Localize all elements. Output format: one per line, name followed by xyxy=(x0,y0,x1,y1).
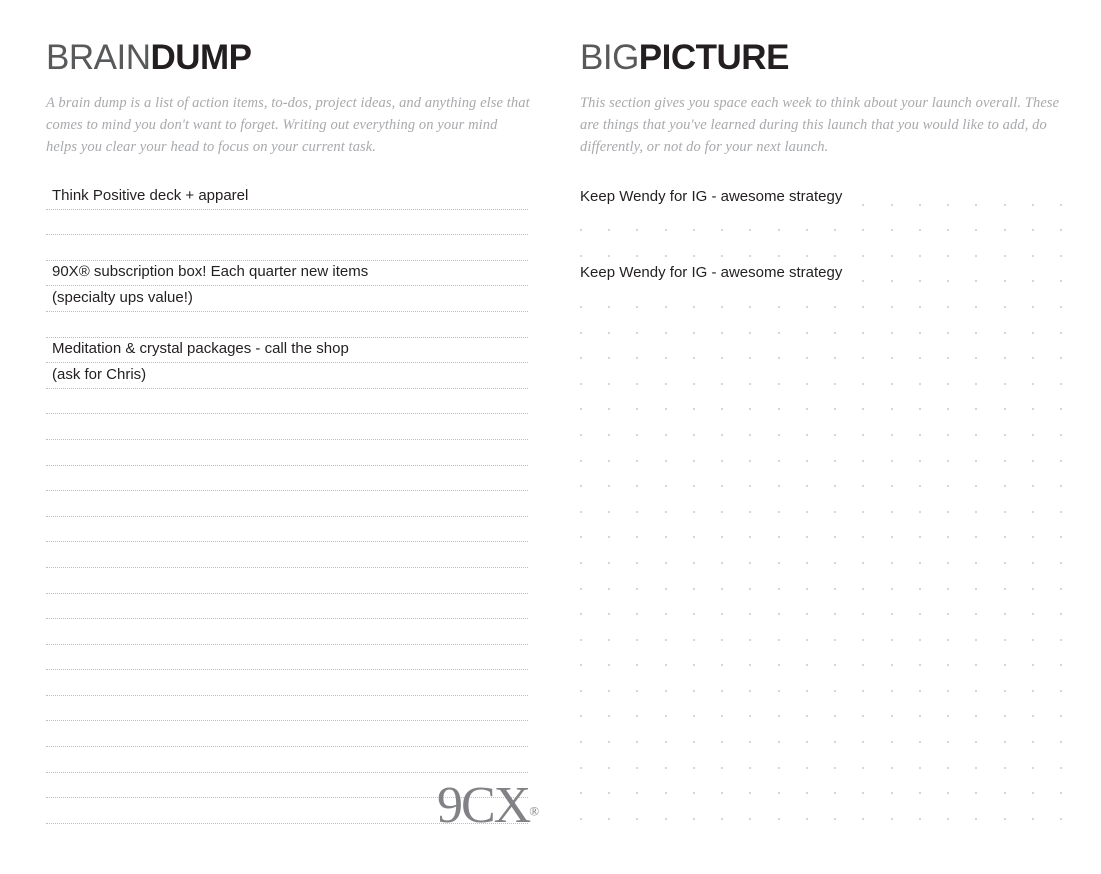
brain-dump-line[interactable] xyxy=(46,747,528,773)
big-picture-row[interactable] xyxy=(580,286,1062,312)
brain-dump-heading-thin: BRAIN xyxy=(46,38,151,77)
registered-trademark-icon: ® xyxy=(529,803,540,819)
brain-dump-line[interactable] xyxy=(46,210,528,236)
brain-dump-line[interactable] xyxy=(46,721,528,747)
big-picture-row[interactable] xyxy=(580,747,1062,773)
brain-dump-line[interactable] xyxy=(46,542,528,568)
brain-dump-entry: (ask for Chris) xyxy=(52,365,147,383)
brain-dump-line[interactable] xyxy=(46,312,528,338)
dot-rule xyxy=(580,639,1062,641)
brand-logo xyxy=(437,777,547,840)
dot-rule xyxy=(580,767,1062,769)
big-picture-row[interactable] xyxy=(580,594,1062,620)
dot-rule xyxy=(580,383,1062,385)
dot-rule xyxy=(580,613,1062,615)
big-picture-row[interactable] xyxy=(580,440,1062,466)
brain-dump-lines[interactable] xyxy=(46,184,528,824)
big-picture-row[interactable] xyxy=(580,773,1062,799)
brain-dump-section xyxy=(0,0,540,874)
big-picture-row[interactable] xyxy=(580,312,1062,338)
big-picture-row[interactable] xyxy=(580,721,1062,747)
dot-rule xyxy=(580,536,1062,538)
big-picture-row[interactable] xyxy=(580,184,1062,210)
big-picture-row[interactable] xyxy=(580,414,1062,440)
big-picture-row[interactable] xyxy=(580,466,1062,492)
brain-dump-line[interactable] xyxy=(46,440,528,466)
dot-rule xyxy=(580,741,1062,743)
big-picture-entry: Keep Wendy for IG - awesome strategy xyxy=(580,264,848,282)
big-picture-row[interactable] xyxy=(580,696,1062,722)
big-picture-row[interactable] xyxy=(580,235,1062,261)
brain-dump-heading xyxy=(46,38,540,78)
brain-dump-line[interactable] xyxy=(46,389,528,415)
brain-dump-line[interactable] xyxy=(46,466,528,492)
brain-dump-line[interactable] xyxy=(46,235,528,261)
big-picture-section xyxy=(540,0,1101,874)
dot-rule xyxy=(580,511,1062,513)
big-picture-entry: Keep Wendy for IG - awesome strategy xyxy=(580,188,848,206)
brain-dump-line[interactable] xyxy=(46,414,528,440)
big-picture-intro: This section gives you space each week to think about your launch overall. These are things that you've learned during this launch that you would like to add, do differently, or not do for your next launch. xyxy=(580,95,1060,155)
brain-dump-heading-bold: DUMP xyxy=(150,38,252,77)
dot-rule xyxy=(580,485,1062,487)
dot-rule xyxy=(580,332,1062,334)
dot-rule xyxy=(580,408,1062,410)
dot-rule xyxy=(580,255,1062,257)
big-picture-row[interactable] xyxy=(580,517,1062,543)
dot-rule xyxy=(580,818,1062,820)
dot-rule xyxy=(580,715,1062,717)
brain-dump-entry: Meditation & crystal packages - call the shop xyxy=(52,340,349,358)
brain-dump-line[interactable] xyxy=(46,619,528,645)
big-picture-row[interactable] xyxy=(580,542,1062,568)
big-picture-heading xyxy=(580,38,1065,78)
brain-dump-line[interactable] xyxy=(46,594,528,620)
brain-dump-line[interactable] xyxy=(46,696,528,722)
brain-dump-entry: 90X® subscription box! Each quarter new items xyxy=(52,263,369,281)
brain-dump-line[interactable] xyxy=(46,338,528,364)
brain-dump-line[interactable] xyxy=(46,363,528,389)
big-picture-row[interactable] xyxy=(580,645,1062,671)
big-picture-dot-grid[interactable] xyxy=(580,184,1062,824)
brain-dump-intro: A brain dump is a list of action items, to-dos, project ideas, and anything else that comes to mind you don't want to forget. Writing out everything on your mind helps you clear your head to focus on your current task. xyxy=(46,95,530,155)
dot-rule xyxy=(580,229,1062,231)
dot-rule xyxy=(580,460,1062,462)
big-picture-heading-bold: PICTURE xyxy=(638,38,789,77)
dot-rule xyxy=(580,664,1062,666)
brand-logo-mark: 9CX xyxy=(437,777,530,834)
brain-dump-line[interactable] xyxy=(46,261,528,287)
dot-rule xyxy=(580,588,1062,590)
big-picture-row[interactable] xyxy=(580,210,1062,236)
big-picture-row[interactable] xyxy=(580,670,1062,696)
big-picture-row[interactable] xyxy=(580,619,1062,645)
big-picture-row[interactable] xyxy=(580,491,1062,517)
dot-rule xyxy=(580,306,1062,308)
dot-rule xyxy=(580,357,1062,359)
brain-dump-line[interactable] xyxy=(46,645,528,671)
big-picture-row[interactable] xyxy=(580,798,1062,824)
big-picture-row[interactable] xyxy=(580,568,1062,594)
big-picture-heading-thin: BIG xyxy=(580,38,639,77)
big-picture-row[interactable] xyxy=(580,261,1062,287)
brain-dump-line[interactable] xyxy=(46,286,528,312)
brain-dump-entry: (specialty ups value!) xyxy=(52,288,193,306)
big-picture-row[interactable] xyxy=(580,338,1062,364)
dot-rule xyxy=(580,562,1062,564)
brain-dump-line[interactable] xyxy=(46,568,528,594)
dot-rule xyxy=(580,690,1062,692)
big-picture-row[interactable] xyxy=(580,363,1062,389)
brain-dump-line[interactable] xyxy=(46,184,528,210)
big-picture-row[interactable] xyxy=(580,389,1062,415)
brain-dump-line[interactable] xyxy=(46,491,528,517)
brain-dump-line[interactable] xyxy=(46,670,528,696)
brain-dump-entry: Think Positive deck + apparel xyxy=(52,186,249,204)
dot-rule xyxy=(580,434,1062,436)
dot-rule xyxy=(580,792,1062,794)
brain-dump-line[interactable] xyxy=(46,517,528,543)
